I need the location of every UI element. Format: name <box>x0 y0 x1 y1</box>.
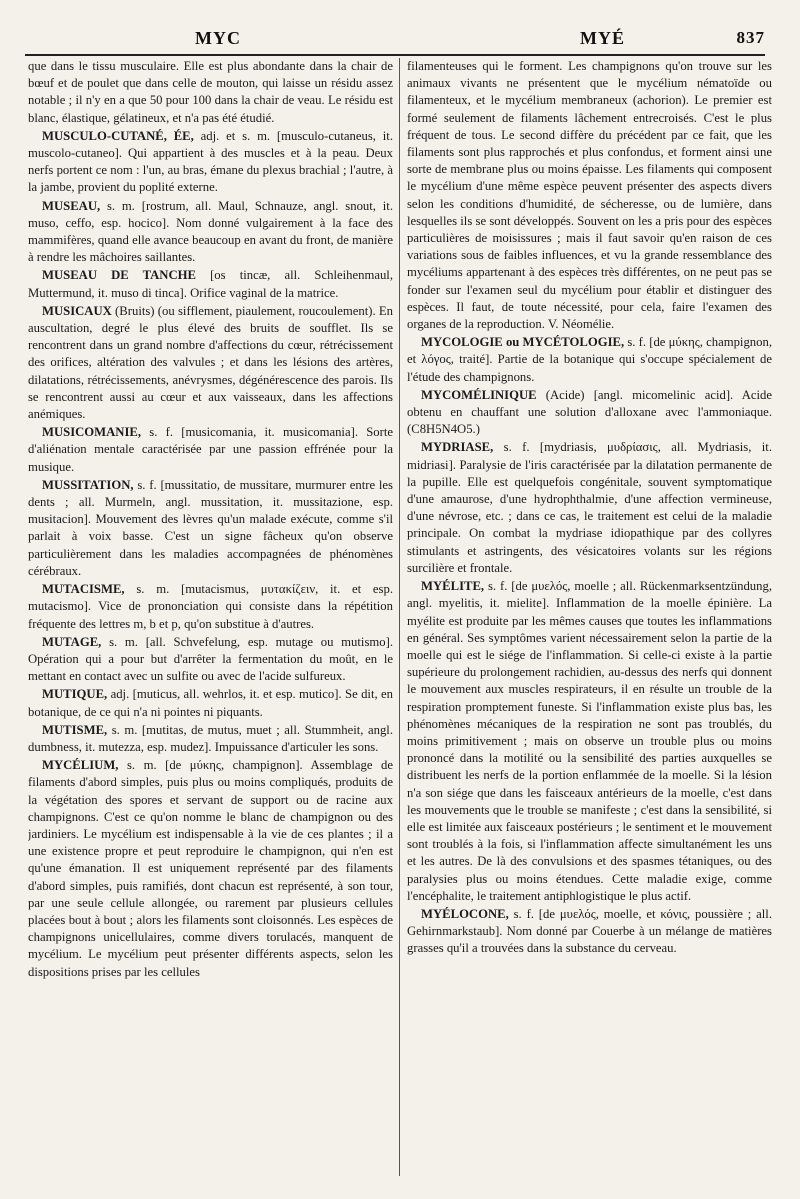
left-column <box>28 58 393 1176</box>
entry-text: s. m. [rostrum, all. Maul, Schnauze, angl. snout, it. muso, ceffo, esp. hocico]. Nom donné vulgairement à la face des mammifères, quand elle avance beaucoup en avant du front, de manière à rendre les mâchoires saillantes. <box>28 198 393 265</box>
entry-headword: MYÉLOCONE, <box>421 906 509 921</box>
dictionary-entry <box>407 58 772 333</box>
entry-text: (Acide) [angl. micomelinic acid]. Acide obtenu en chauffant une solution d'alloxane avec l'ammoniaque. (C8H5N4O5.) <box>407 387 772 437</box>
entry-text: s. m. [de μύκης, champignon]. Assemblage de filaments d'abord simples, puis plus ou moins compliqués, produits de la végétation des spores et servant de support ou de racine aux champignons. C'est ce qu'on nomme le blanc de champignon ou des jardiniers. Le mycélium est indispensable à la vie de ces plantes ; il a une existence propre et peut reproduire le champignon, qui n'en est qu'une émanation. Il est uniquement représenté par des filaments d'abord simples, puis ramifiés, dont chacun est représenté, à son tour, par une seule cellule allongée, ou rarement par plusieurs cellules placées bout à bout ; alors les filaments sont cloisonnés. Les espèces de champignons unicellulaires, comme divers torulacés, manquent de mycélium. Le mycélium peut présenter différents aspects, selon les dispositions prises par les cellules <box>28 758 393 979</box>
entry-text: s. f. [de μυελός, moelle ; all. Rückenmarksentzündung, angl. myelitis, it. mielite]. Inflammation de la moelle épinière. La myélite est produite par les mêmes causes que toutes les inflammations en général. Ses symptômes varient nécessairement selon la partie de la moelle qui est le siége de l'inflammation. Si celle-ci existe à la partie supérieure du prolongement rachidien, au-dessus des nerfs qui donnent le mouvement aux muscles respirateurs, il en résulte un trouble de la respiration promptement funeste. Si l'inflammation existe plus bas, les phénomènes mécaniques de la respiration ne sont pas troublés, du moins primitivement ; mais on observe un trouble plus ou moins prononcé dans la motilité ou la sensibilité des parties auxquelles se distribuent les nerfs de la portion enflammée de la moelle. Si la lésion n'a son siége que dans les faisceaux antérieurs de la moelle, c'est dans les mouvements que le trouble se manifeste ; c'est dans la sensibilité, si elle est limitée aux faisceaux postérieurs ; le sentiment et le mouvement sont troublés à la fois, si l'inflammation affecte simultanément les uns et les autres. De là des convulsions et des spasmes tétaniques, ou des paralysies plus ou moins étendues. Cette maladie exige, comme l'encéphalite, le traitement antiphlogistique le plus actif. <box>407 579 772 903</box>
dictionary-entry <box>407 387 772 439</box>
entry-text: filamenteuses qui le forment. Les champignons qu'on trouve sur les animaux vivants ne présentent que le mycélium nématoïde ou filamenteux, et le mycélium membraneux (achorion). Le premier est formé seulement de filaments lâchement entrecroisés. C'est le plus fréquent de tous. Le second diffère du précédent par ce fait, que les filaments sont plus rapprochés et plus confondus, et forment ainsi une sorte de membrane plus ou moins épaisse. Les filaments qui composent le mycélium d'une même espèce peuvent présenter des aspects divers selon les conditions d'humidité, de sécheresse, ou de lumière, dans lesquelles ils se sont développés. Souvent on les a pris pour des espèces particulières de moisissures ; mais il faut savoir qu'en raison de ces variations sous de faibles influences, et vu la grande ressemblance des mycéliums appartenant à des espèces très différentes, on ne peut pas se fonder sur l'examen seul du mycélium pour établir et distinguer des espèces. Il faut, de toute nécessité, pour cela, faire l'examen des organes de la reproduction. V. Néomélie. <box>407 59 772 332</box>
entry-text: s. m. [all. Schvefelung, esp. mutage ou mutismo]. Opération qui a pour but d'arrêter la fermentation du moût, en le mettant en contact avec un sulfite ou avec de l'acide sulfureux. <box>28 634 393 684</box>
entry-text: s. f. [musicomania, it. musicomania]. Sorte d'aliénation mentale caractérisée par une passion effrénée pour la musique. <box>28 425 393 474</box>
entry-text: que dans le tissu musculaire. Elle est plus abondante dans la chair de bœuf et de poulet que dans celle de mouton, qui laisse un résidu assez notable ; il n'y en a que 50 pour 100 dans la chair de veau. Le résidu est blanc, élastique, gélatineux, et n'a pas été étudié. <box>28 59 393 125</box>
entry-headword: MYDRIASE, <box>421 440 494 455</box>
dictionary-entry <box>28 198 393 267</box>
entry-headword: MYCOMÉLINIQUE <box>421 387 537 402</box>
column-divider <box>399 58 400 1176</box>
entry-headword: MYCOLOGIE ou MYCÉTOLOGIE, <box>421 335 625 350</box>
dictionary-entry <box>407 906 772 958</box>
entry-text: s. m. [mutacismus, μυτακίζειν, it. et esp. mutacismo]. Vice de prononciation qui consiste dans la répétition fréquente des lettres m, b et p, qu'on substitue à d'autres. <box>28 582 393 631</box>
entry-headword: MUSEAU DE TANCHE <box>42 268 196 283</box>
entry-headword: MUSICOMANIE, <box>42 425 142 440</box>
dictionary-entry <box>28 722 393 756</box>
entry-text: adj. [muticus, all. wehrlos, it. et esp. mutico]. Se dit, en botanique, de ce qui n'a ni pointes ni piquants. <box>28 687 393 719</box>
entry-headword: MUTAGE, <box>42 634 102 649</box>
header-center-word: MYÉ <box>580 28 625 48</box>
entry-headword: MUSCULO-CUTANÉ, ÉE, <box>42 128 194 143</box>
entry-headword: MUTACISME, <box>42 582 125 597</box>
entry-headword: MYCÉLIUM, <box>42 758 119 773</box>
entry-text: s. f. [mydriasis, μυδρίασις, all. Mydriasis, it. midriasi]. Paralysie de l'iris caractérisée par la dilatation permanente de la pupille. Elle est quelquefois congénitale, souvent symptomatique d'une amaurose, d'une hydrophthalmie, d'une affection vermineuse, d'une névrose, etc. ; dans ce cas, le traitement est celui de la maladie principale. On combat la mydriase idiopathique par des collyres stimulants et astringents, des vésicatoires volants sur les régions surcilière et frontale. <box>407 440 772 575</box>
dictionary-entry <box>28 686 393 720</box>
entry-text: s. f. [de μύκης, champignon, et λόγος, traité]. Partie de la botanique qui s'occupe spécialement de l'étude des champignons. <box>407 335 772 384</box>
entry-text: (Bruits) (ou sifflement, piaulement, roucoulement). En auscultation, degré le plus élevé des bruits de soufflet. Ils se rencontrent dans un grand nombre d'affections du cœur, rétrécissement des orifices, altération des valvules ; et dans les lésions des artères, dilatations, rétrécissements, anévrysmes, dégénérescence des parois. Ils se rencontrent aussi au cœur et aux vaisseaux, dans les affections anémiques. <box>28 303 393 422</box>
entry-headword: MUTISME, <box>42 722 108 737</box>
dictionary-entry <box>407 334 772 386</box>
dictionary-entry <box>28 303 393 423</box>
dictionary-entry <box>28 58 393 127</box>
dictionary-entry <box>28 757 393 981</box>
page-number: 837 <box>736 28 765 47</box>
dictionary-entry <box>407 578 772 905</box>
right-column <box>407 58 772 1176</box>
entry-headword: MUTIQUE, <box>42 687 108 702</box>
dictionary-entry <box>28 634 393 686</box>
dictionary-entry <box>28 477 393 580</box>
entry-text: adj. et s. m. [musculo-cutaneus, it. muscolo-cutaneo]. Qui appartient à des muscles et à la peau. Deux nerfs portent ce nom : l'un, au bras, émane du plexus brachial ; l'autre, à la jambe, provient du poplité externe. <box>28 128 393 195</box>
entry-headword: MUSICAUX <box>42 303 112 318</box>
entry-text: s. f. [mussitatio, de mussitare, murmurer entre les dents ; all. Murmeln, angl. mussitation, it. mussitazione, esp. musitacion]. Mouvement des lèvres qu'un malade exécute, comme s'il parlait à voix basse. C'est un signe fâcheux qu'on observe particulièrement dans les maladies accompagnées de phénomènes cérébraux. <box>28 477 393 578</box>
entry-headword: MUSSITATION, <box>42 477 134 492</box>
entry-text: [os tincæ, all. Schleihenmaul, Muttermund, it. muso di tinca]. Orifice vaginal de la matrice. <box>28 268 393 300</box>
entry-headword: MUSEAU, <box>42 198 101 213</box>
dictionary-entry <box>28 267 393 301</box>
text-columns <box>28 58 772 1176</box>
header-rule <box>25 54 765 56</box>
dictionary-entry <box>28 128 393 197</box>
entry-headword: MYÉLITE, <box>421 579 485 594</box>
entry-text: s. f. [de μυελός, moelle, et κόνις, poussière ; all. Gehirnmarkstaub]. Nom donné par Couerbe à un mélange de matières grasses qu'il a trouvées dans la substance du cerveau. <box>407 906 772 956</box>
dictionary-entry <box>28 581 393 633</box>
header-left-word: MYC <box>195 28 241 48</box>
running-header <box>20 20 765 52</box>
dictionary-entry <box>28 424 393 476</box>
dictionary-entry <box>407 439 772 577</box>
entry-text: s. m. [mutitas, de mutus, muet ; all. Stummheit, angl. dumbness, it. mutezza, esp. mudez]. Impuissance d'articuler les sons. <box>28 722 393 754</box>
